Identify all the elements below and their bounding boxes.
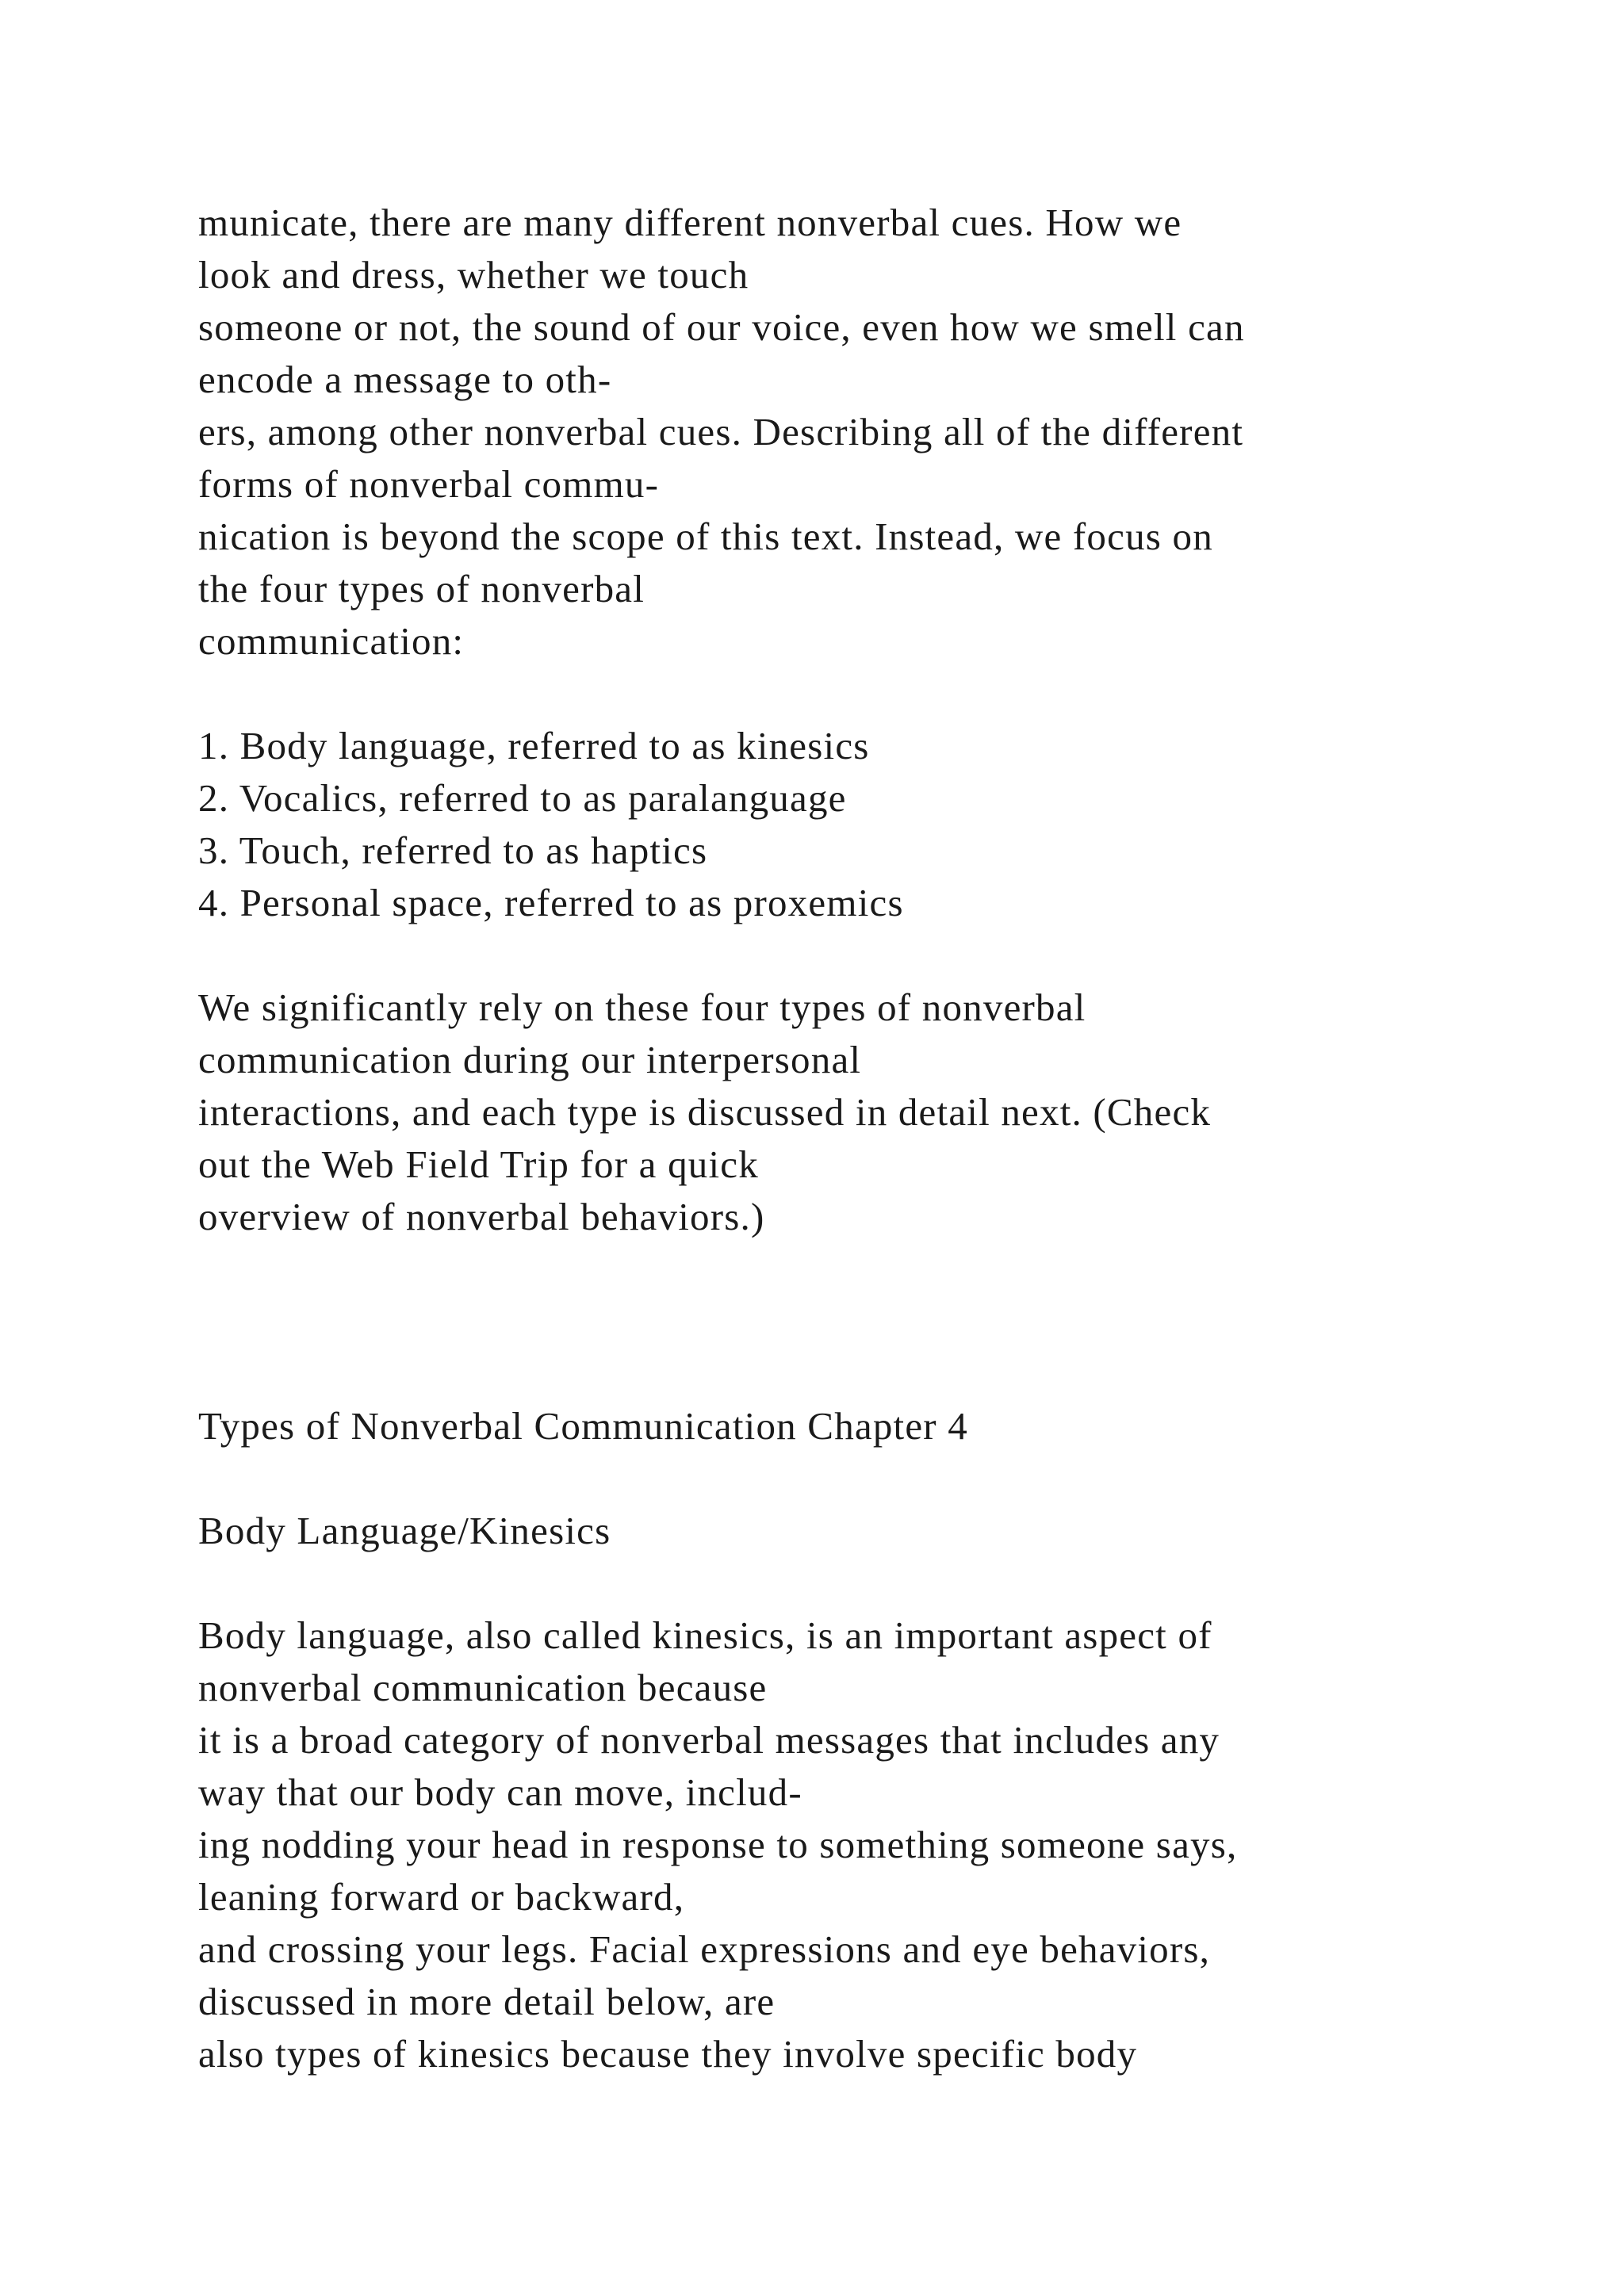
- text-line: forms of nonverbal commu-: [198, 462, 660, 506]
- text-line: nonverbal communication because: [198, 1666, 768, 1709]
- text-line: look and dress, whether we touch: [198, 253, 749, 297]
- paragraph-reliance: [198, 982, 1435, 1243]
- text-line: encode a message to oth-: [198, 358, 612, 401]
- text-line: communication:: [198, 619, 465, 663]
- paragraph-spacer: [198, 668, 1435, 720]
- section-spacer: [198, 1243, 1435, 1400]
- text-line: discussed in more detail below, are: [198, 1980, 776, 2023]
- paragraph-intro: [198, 197, 1435, 668]
- paragraph-spacer: [198, 1452, 1435, 1505]
- chapter-header: Types of Nonverbal Communication Chapter 4: [198, 1404, 968, 1448]
- numbered-list: [198, 720, 1435, 929]
- document-page: [198, 197, 1435, 2080]
- text-line: leaning forward or backward,: [198, 1875, 685, 1919]
- section-heading: Body Language/Kinesics: [198, 1509, 611, 1552]
- text-line: it is a broad category of nonverbal messages that includes any: [198, 1718, 1220, 1762]
- list-item: 4. Personal space, referred to as proxemics: [198, 881, 904, 924]
- text-line: ers, among other nonverbal cues. Describing all of the different: [198, 410, 1244, 453]
- text-line: and crossing your legs. Facial expressions and eye behaviors,: [198, 1927, 1211, 1971]
- text-line: also types of kinesics because they involve specific body: [198, 2032, 1138, 2076]
- list-item: 2. Vocalics, referred to as paralanguage: [198, 776, 847, 820]
- list-item: 1. Body language, referred to as kinesics: [198, 724, 870, 767]
- text-line: way that our body can move, includ-: [198, 1770, 802, 1814]
- text-line: someone or not, the sound of our voice, even how we smell can: [198, 305, 1245, 349]
- text-line: the four types of nonverbal: [198, 567, 645, 610]
- list-item: 3. Touch, referred to as haptics: [198, 828, 708, 872]
- text-line: ing nodding your head in response to something someone says,: [198, 1823, 1238, 1866]
- text-line: overview of nonverbal behaviors.): [198, 1195, 765, 1238]
- paragraph-spacer: [198, 1557, 1435, 1609]
- text-line: interactions, and each type is discussed in detail next. (Check: [198, 1090, 1212, 1134]
- paragraph-spacer: [198, 929, 1435, 982]
- text-line: municate, there are many different nonverbal cues. How we: [198, 201, 1182, 244]
- paragraph-body-language: [198, 1609, 1435, 2080]
- text-line: Body language, also called kinesics, is an important aspect of: [198, 1613, 1212, 1657]
- text-line: out the Web Field Trip for a quick: [198, 1142, 759, 1186]
- text-line: We significantly rely on these four types of nonverbal: [198, 985, 1086, 1029]
- text-line: nication is beyond the scope of this text. Instead, we focus on: [198, 515, 1213, 558]
- text-line: communication during our interpersonal: [198, 1038, 862, 1081]
